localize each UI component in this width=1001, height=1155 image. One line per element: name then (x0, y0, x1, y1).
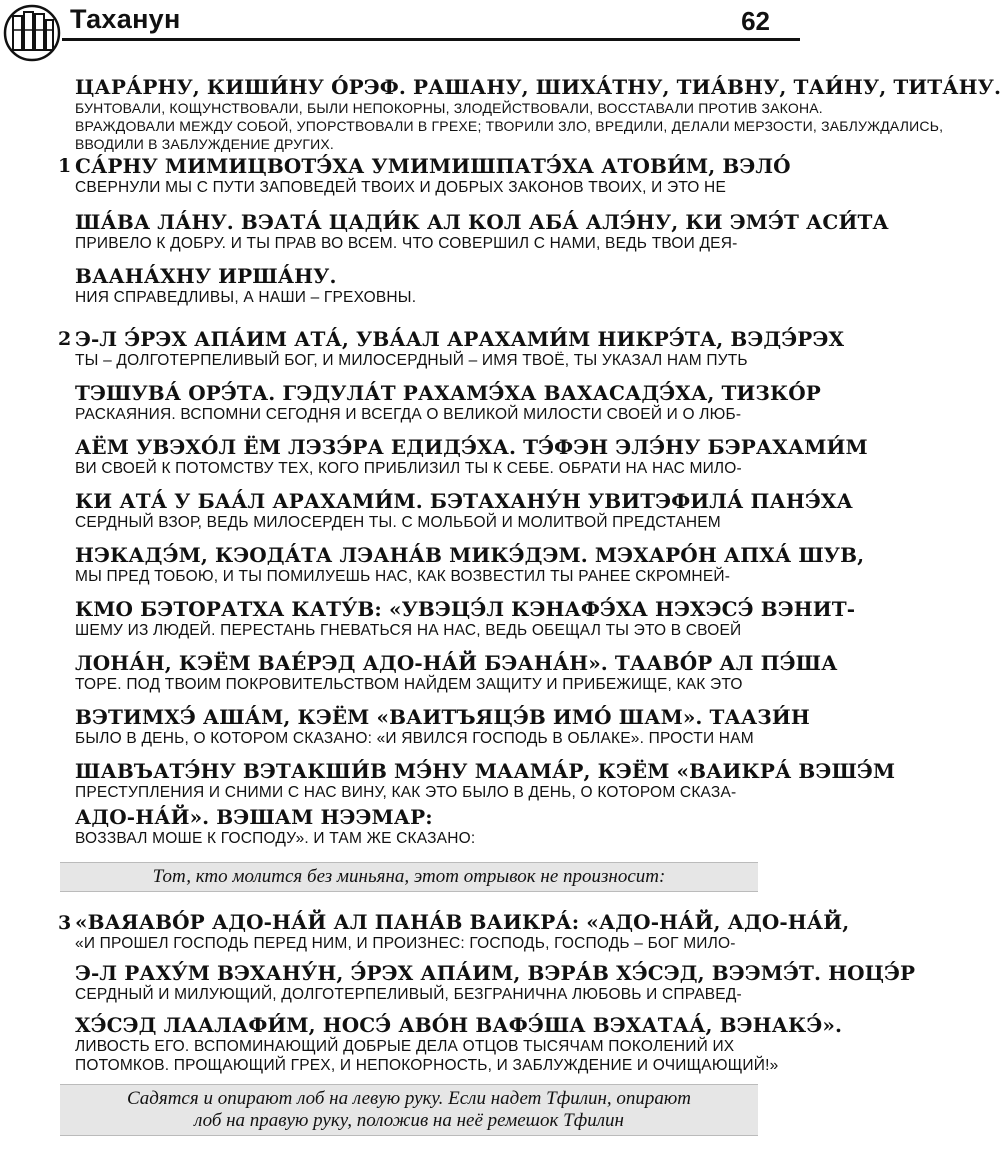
translation-line: ТЫ – ДОЛГОТЕРПЕЛИВЫЙ БОГ, И МИЛОСЕРДНЫЙ – ИМЯ ТВОЁ, ТЫ УКАЗАЛ НАМ ПУТЬ (75, 352, 748, 369)
section-number: 2 (58, 328, 72, 350)
translation-line: ПРИВЕЛО К ДОБРУ. И ТЫ ПРАВ ВО ВСЕМ. ЧТО СОВЕРШИЛ С НАМИ, ВЕДЬ ТВОИ ДЕЯ- (75, 235, 738, 252)
section-2-pair (75, 651, 838, 694)
intro-block (75, 75, 1001, 153)
page-number: 62 (741, 6, 770, 36)
instruction-note: Тот, кто молится без миньяна, этот отрывок не произносит: (60, 862, 758, 892)
hebrew-line: НЭКАДЭ́М, КЭОДА́ТА ЛЭАНА́В МИКЭ́ДЭМ. МЭХАРО́Н АПХА́ ШУВ, (75, 543, 865, 567)
section-1-pair (75, 210, 889, 253)
intro-translation-line: ВРАЖДОВАЛИ МЕЖДУ СОБОЙ, УПОРСТВОВАЛИ В ГРЕХЕ; ТВОРИЛИ ЗЛО, ВРЕДИЛИ, ДЕЛАЛИ МЕРЗОСТИ, ЗАБЛУЖДАЛИСЬ, (75, 118, 944, 134)
translation-line: СВЕРНУЛИ МЫ С ПУТИ ЗАПОВЕДЕЙ ТВОИХ И ДОБРЫХ ЗАКОНОВ ТВОИХ, И ЭТО НЕ (75, 179, 726, 196)
hebrew-line: ЛОНА́Н, КЭЁМ ВАЕ́РЭД АДО-НА́Й БЭАНА́Н». ТААВО́Р АЛ ПЭ́ША (75, 651, 838, 675)
translation-line: СЕРДНЫЙ И МИЛУЮЩИЙ, ДОЛГОТЕРПЕЛИВЫЙ, БЕЗГРАНИЧНА ЛЮБОВЬ И СПРАВЕД- (75, 986, 742, 1003)
section-2-pair (75, 489, 853, 532)
translation-line: ШЕМУ ИЗ ЛЮДЕЙ. ПЕРЕСТАНЬ ГНЕВАТЬСЯ НА НАС, ВЕДЬ ОБЕЩАЛ ТЫ ЭТО В СВОЕЙ (75, 622, 742, 639)
book-logo-icon (3, 2, 63, 62)
hebrew-line: ША́ВА ЛА́НУ. ВЭАТА́ ЦАДИ́К АЛ КОЛ АБА́ АЛЭ́НУ, КИ ЭМЭ́Т АСИ́ТА (75, 210, 889, 234)
hebrew-line: ВААНА́ХНУ ИРША́НУ. (75, 264, 337, 288)
translation-line: ВИ СВОЕЙ К ПОТОМСТВУ ТЕХ, КОГО ПРИБЛИЗИЛ ТЫ К СЕБЕ. ОБРАТИ НА НАС МИЛО- (75, 460, 742, 477)
section-2-pair (75, 805, 770, 848)
hebrew-line: Э-Л РАХУ́М ВЭХАНУ́Н, Э́РЭХ АПА́ИМ, ВЭРА́В ХЭ́СЭД, ВЭЭМЭ́Т. НОЦЭ́Р (75, 961, 916, 985)
hebrew-line: ХЭ́СЭД ЛААЛАФИ́М, НОСЭ́ АВО́Н ВАФЭ́ША ВЭХАТАА́, ВЭНАКЭ́». (75, 1013, 843, 1037)
instruction-note (60, 1084, 758, 1136)
section-1-pair (75, 264, 770, 307)
hebrew-line: Э-Л Э́РЭХ АПА́ИМ АТА́, УВА́АЛ АРАХАМИ́М НИКРЭ́ТА, ВЭДЭ́РЭХ (75, 327, 845, 351)
section-2-pair (75, 543, 865, 586)
instruction-note-line: лоб на правую руку, положив на неё ремешок Тфилин (194, 1110, 624, 1131)
intro-hebrew-line: ЦАРА́РНУ, КИШИ́НУ О́РЭФ. РАШАНУ, ШИХА́ТНУ, ТИА́ВНУ, ТАИ́НУ, ТИТА́НУ. (75, 75, 1001, 99)
hebrew-line: КМО БЭТОРАТХА КАТУ́В: «УВЭЦЭ́Л КЭНАФЭ́ХА НЭХЭСЭ́ ВЭНИТ- (75, 597, 856, 621)
hebrew-line: КИ АТА́ У БАА́Л АРАХАМИ́М. БЭТАХАНУ́Н УВИТЭФИЛА́ ПАНЭ́ХА (75, 489, 853, 513)
translation-line: СЕРДНЫЙ ВЗОР, ВЕДЬ МИЛОСЕРДЕН ТЫ. С МОЛЬБОЙ И МОЛИТВОЙ ПРЕДСТАНЕМ (75, 514, 721, 531)
section-2-pair (75, 597, 856, 640)
section-3-pair (75, 1013, 843, 1075)
section-3-pair (75, 910, 850, 953)
intro-translation-line: ВВОДИЛИ В ЗАБЛУЖДЕНИЕ ДРУГИХ. (75, 136, 334, 152)
section-2-pair (75, 381, 821, 424)
section-2-pair (75, 435, 868, 478)
section-3-pair (75, 961, 916, 1004)
translation-line: ЛИВОСТЬ ЕГО. ВСПОМИНАЮЩИЙ ДОБРЫЕ ДЕЛА ОТЦОВ ТЫСЯЧАМ ПОКОЛЕНИЙ ИХ (75, 1038, 735, 1055)
translation-line: ПРЕСТУПЛЕНИЯ И СНИМИ С НАС ВИНУ, КАК ЭТО БЫЛО В ДЕНЬ, О КОТОРОМ СКАЗА- (75, 784, 737, 801)
translation-line: РАСКАЯНИЯ. ВСПОМНИ СЕГОДНЯ И ВСЕГДА О ВЕЛИКОЙ МИЛОСТИ СВОЕЙ И О ЛЮБ- (75, 406, 742, 423)
translation-line: НИЯ СПРАВЕДЛИВЫ, А НАШИ – ГРЕХОВНЫ. (75, 289, 417, 306)
hebrew-line: ВЭТИМХЭ́ АША́М, КЭЁМ «ВАИТЪЯЦЭ́В ИМО́ ШАМ». ТААЗИ́Н (75, 705, 810, 729)
translation-line: БЫЛО В ДЕНЬ, О КОТОРОМ СКАЗАНО: «И ЯВИЛСЯ ГОСПОДЬ В ОБЛАКЕ». ПРОСТИ НАМ (75, 730, 754, 747)
translation-line: МЫ ПРЕД ТОБОЮ, И ТЫ ПОМИЛУЕШЬ НАС, КАК ВОЗВЕСТИЛ ТЫ РАНЕЕ СКРОМНЕЙ- (75, 568, 731, 585)
instruction-note-line: Садятся и опирают лоб на левую руку. Если надет Тфилин, опирают (126, 1088, 692, 1109)
hebrew-line: АЁМ УВЭХО́Л ЁМ ЛЭЗЭ́РА ЕДИДЭ́ХА. ТЭ́ФЭН ЭЛЭ́НУ БЭРАХАМИ́М (75, 435, 868, 459)
section-1 (75, 154, 791, 197)
hebrew-line: «ВАЯАВО́Р АДО-НА́Й АЛ ПАНА́В ВАИКРА́: «АДО-НА́Й, АДО-НА́Й, (75, 910, 850, 934)
translation-line: ВОЗЗВАЛ МОШЕ К ГОСПОДУ». И ТАМ ЖЕ СКАЗАНО: (75, 830, 476, 847)
page-title: Таханун (70, 4, 181, 34)
translation-line: «И ПРОШЕЛ ГОСПОДЬ ПЕРЕД НИМ, И ПРОИЗНЕС: ГОСПОДЬ, ГОСПОДЬ – БОГ МИЛО- (75, 935, 736, 952)
intro-translation-line: БУНТОВАЛИ, КОЩУНСТВОВАЛИ, БЫЛИ НЕПОКОРНЫ, ЗЛОДЕЙСТВОВАЛИ, ВОССТАВАЛИ ПРОТИВ ЗАКОНА. (75, 100, 823, 116)
hebrew-line: ШАВЪАТЭ́НУ ВЭТАКШИ́В МЭ́НУ МААМА́Р, КЭЁМ «ВАИКРА́ ВЭШЭ́М (75, 759, 896, 783)
section-2-pair (75, 705, 810, 748)
hebrew-line: АДО-НА́Й». ВЭШАМ НЭЭМАР: (75, 805, 433, 829)
hebrew-line: ТЭШУВА́ ОРЭ́ТА. ГЭДУЛА́Т РАХАМЭ́ХА ВАХАСАДЭ́ХА, ТИЗКО́Р (75, 381, 821, 405)
header-rule (62, 38, 800, 41)
page-header (0, 0, 800, 70)
translation-line: ПОТОМКОВ. ПРОЩАЮЩИЙ ГРЕХ, И НЕПОКОРНОСТЬ, И ЗАБЛУЖДЕНИЕ И ОЧИЩАЮЩИЙ!» (75, 1057, 779, 1074)
translation-line: ТОРЕ. ПОД ТВОИМ ПОКРОВИТЕЛЬСТВОМ НАЙДЕМ ЗАЩИТУ И ПРИБЕЖИЩЕ, КАК ЭТО (75, 676, 743, 693)
hebrew-line: СА́РНУ МИМИЦВОТЭ́ХА УМИМИШПАТЭ́ХА АТОВИ́М, ВЭЛО́ (75, 154, 791, 178)
section-2-pair (75, 759, 896, 802)
section-2-pair (75, 327, 845, 370)
section-number: 3 (58, 912, 72, 934)
section-number: 1 (58, 155, 72, 177)
